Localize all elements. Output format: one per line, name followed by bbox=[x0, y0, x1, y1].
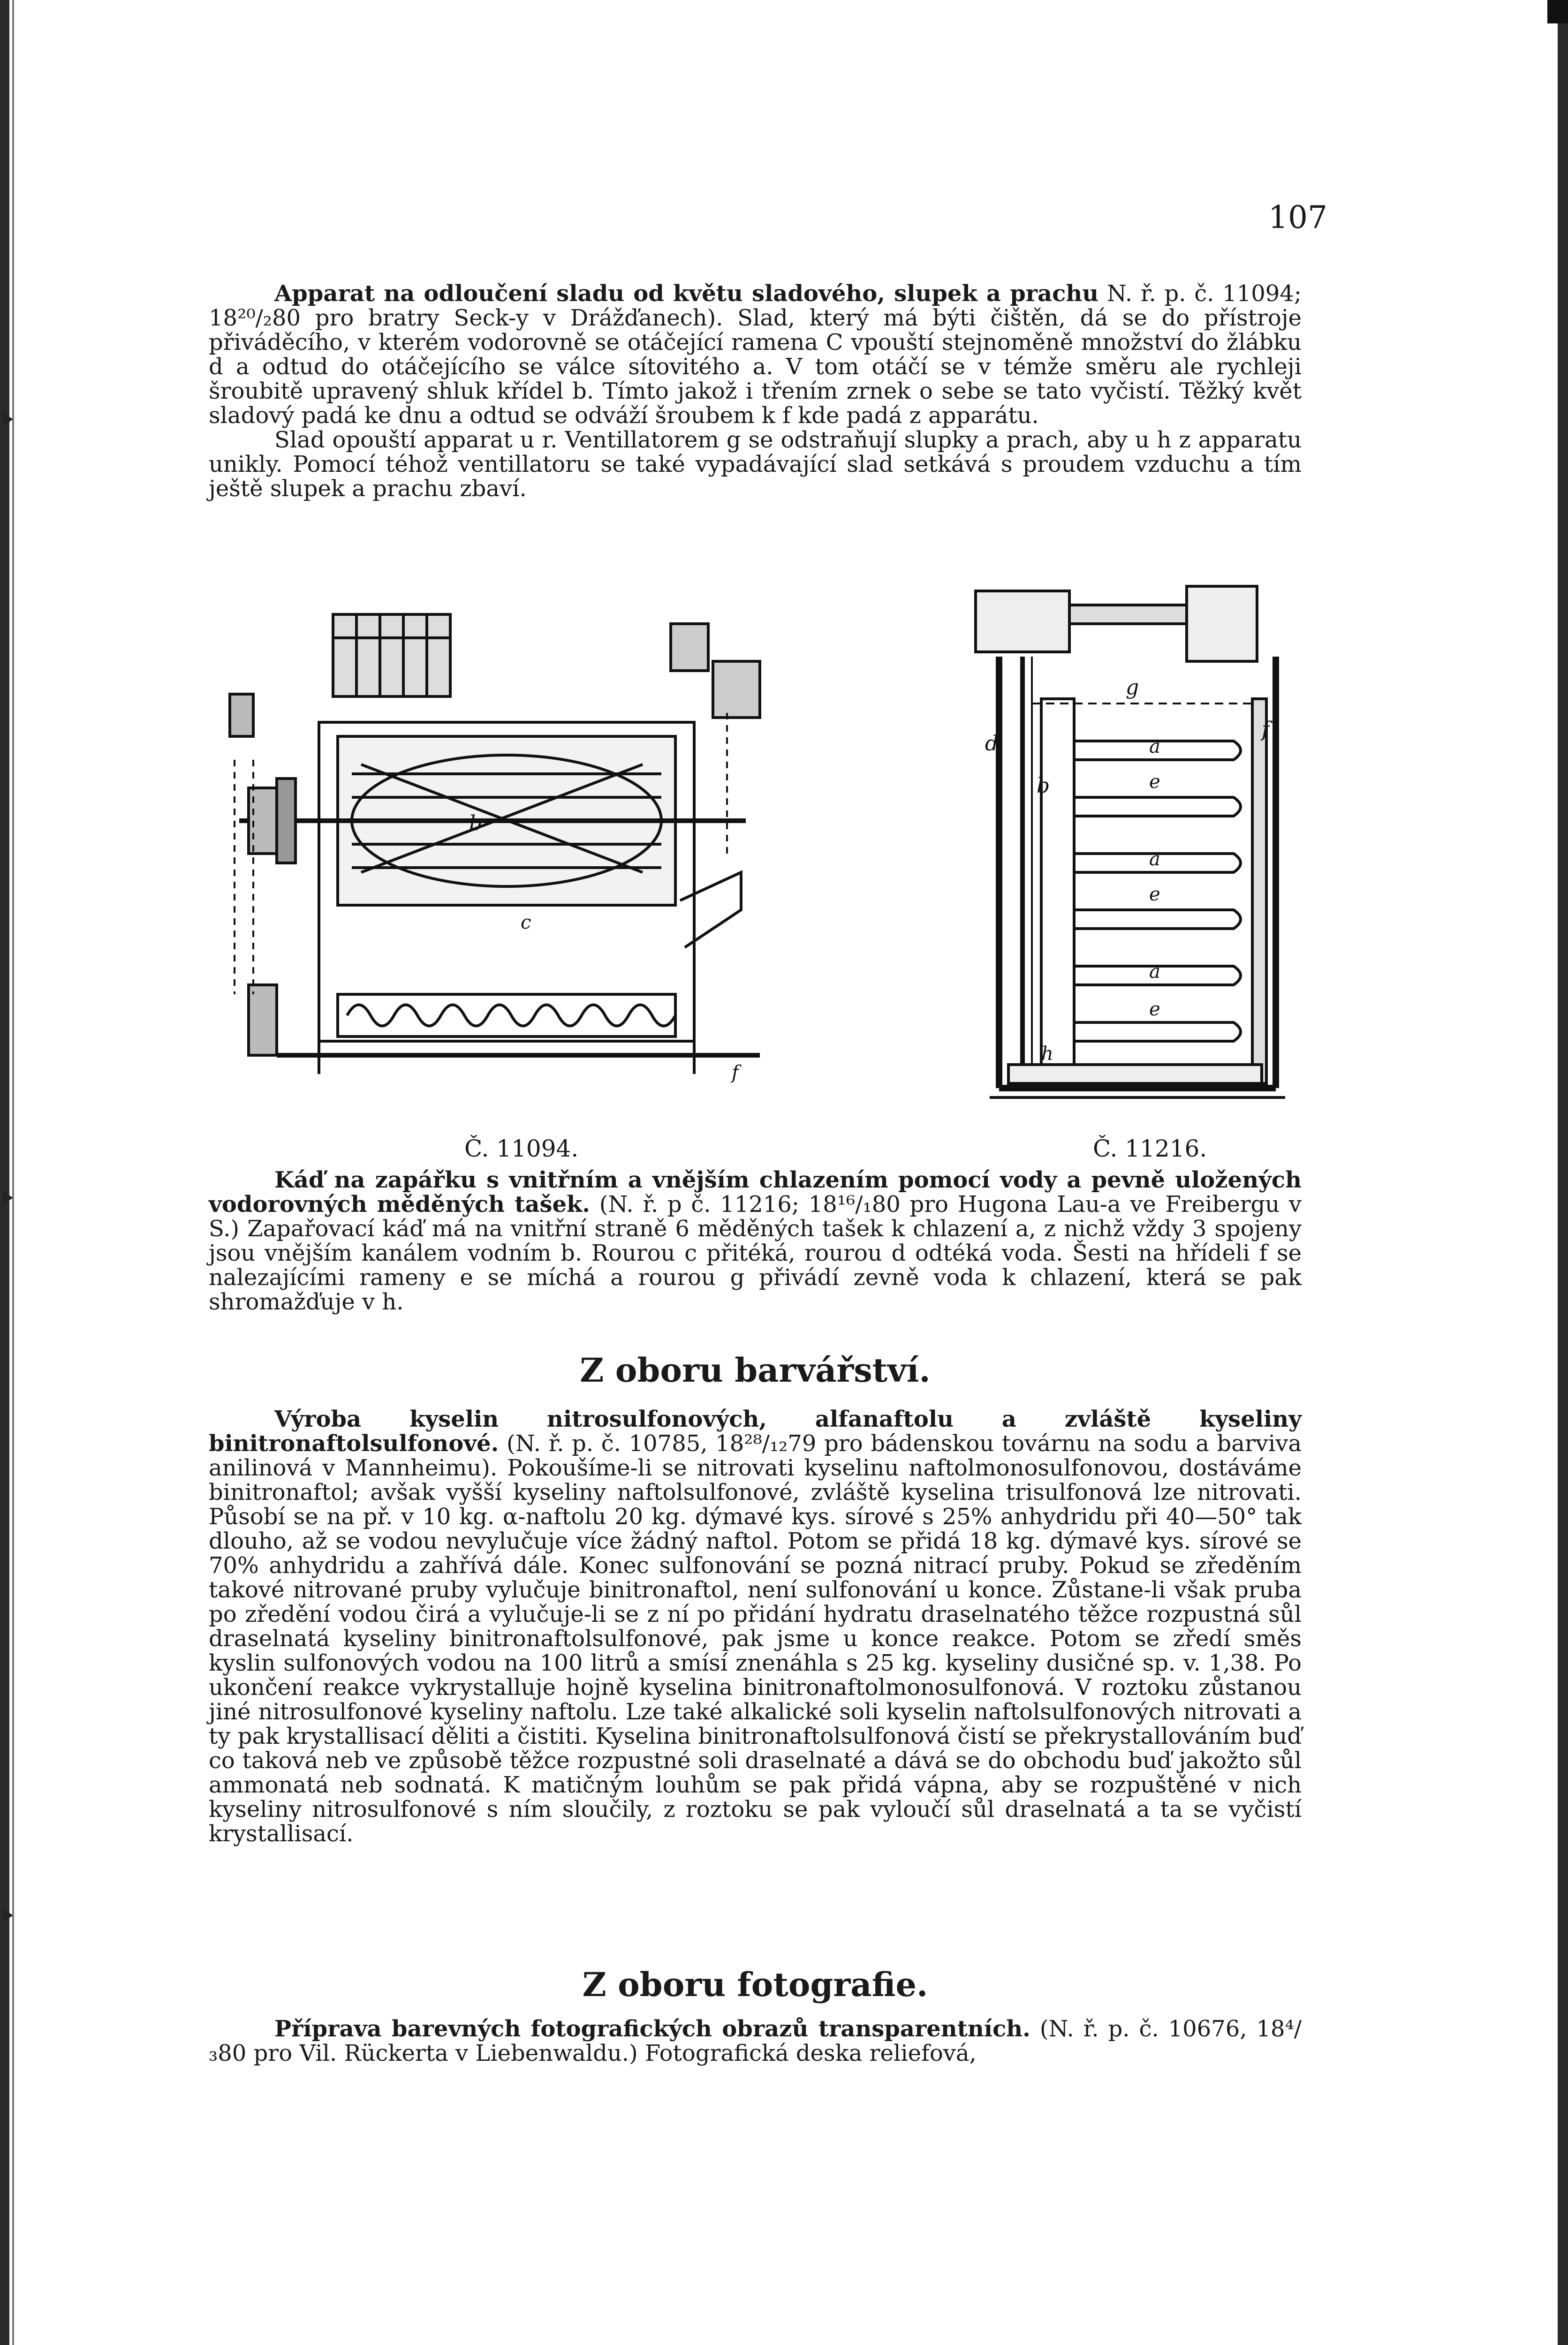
page-number: 107 bbox=[1268, 199, 1327, 235]
figure-mash-tun-drawing bbox=[971, 577, 1295, 1116]
figure-malt-separator bbox=[220, 610, 826, 1083]
figure-1-label-b: b bbox=[469, 811, 483, 835]
article-title: Výroba kyselin nitrosulfonových, alfanaftolu a zvláště kyseliny binitronaftolsulfonové. bbox=[209, 1406, 1302, 1457]
scan-edge-left bbox=[0, 0, 9, 2345]
article-title: Apparat na odloučení sladu od květu sladového, slupek a prachu bbox=[274, 280, 1099, 307]
article-mash-tun bbox=[209, 1168, 1302, 1314]
figure-2-label-g: g bbox=[1126, 675, 1139, 699]
figure-2-label-a-3: a bbox=[1149, 961, 1160, 983]
margin-arrow-3 bbox=[3, 1909, 13, 1922]
figure-2-label-a-2: a bbox=[1149, 848, 1160, 870]
article-nitrosulfonic-acids bbox=[209, 1407, 1302, 1846]
figure-2-label-d: d bbox=[985, 732, 999, 756]
scan-edge-left-line bbox=[12, 0, 14, 2345]
section-heading-photography: Z oboru fotografie. bbox=[582, 1965, 928, 2004]
scan-edge-right bbox=[1558, 0, 1568, 2345]
figure-2-label-f: f bbox=[1262, 718, 1270, 741]
margin-arrow-2 bbox=[3, 1191, 13, 1204]
article-body: (N. ř. p. č. 10676, 18⁴/₃80 pro Vil. Rückerta v Liebenwaldu.) Fotografická deska reliefová, bbox=[209, 2016, 1302, 2066]
figure-2-label-b: b bbox=[1037, 774, 1050, 798]
article-body: N. ř. p. č. 11094; 18²⁰/₂80 pro bratry Seck-y v Drážďanech). Slad, který má býti čištěn, dá se do přístroje přiváděcího, v kterém vodorovně se otáčející ramena C vpouští stejnoměně množství do žlábku d a odtud do otáčejícího se válce sítovitého a. V tom otáčí se v témže směru ale rychleji šroubitě upravený shluk křídel b. Tímto jakož i třením zrnek o sebe se tato vyčistí. Těžký květ sladový padá ke dnu a odtud se odváží šroubem k f kde padá z apparátu. bbox=[209, 280, 1302, 429]
scan-corner-mark bbox=[1547, 0, 1568, 23]
figure-2-label-e-3: e bbox=[1149, 999, 1160, 1020]
figure-1-label-f: f bbox=[732, 1062, 739, 1083]
article-body: (N. ř. p. č. 10785, 18²⁸/₁₂79 pro bádenskou továrnu na sodu a barviva anilinová v Mannheimu). Pokoušíme-li se nitrovati kyselinu naftolmonosulfonovou, dostáváme binitronaftol; avšak vyšší kyseliny naftolsulfonové, zvláště kyselina trisulfonová lze nitrovati. Působí se na př. v 10 kg. α-naftolu 20 kg. dýmavé kys. sírové s 25% anhydridu při 40—50° tak dlouho, až se vodou nevylučuje více žádný naftol. Potom se přidá 18 kg. dýmavé kys. sírové se 70% anhydridu a zahřívá dále. Konec sulfonování se pozná nitrací pruby. Pokud se zředěním takové nitrované pruby vylučuje binitronaftol, není sulfonování u konce. Zůstane-li však pruba po zředění vodou čirá a vylučuje-li se z ní po přidání hydratu draselnatého těžce rozpustná sůl draselnatá kyseliny binitronaftolsulfonové, pak jsme u konce reakce. Potom se zředí směs kyslin sulfonových vodou na 100 litrů a smísí znenáhla s 25 kg. kyseliny dusičné sp. v. 1,38. Po ukončení reakce vykrystalluje hojně kyselina binitronaftolmonosulfonová. V roztoku zůstanou jiné nitrosulfonové kyseliny naftolu. Lze také alkalické soli kyselin naftolsulfonových nitrovati a ty pak krystallisací děliti a čistiti. Kyselina binitronaftolsulfonová čistí se překrystallováním buď co taková neb ve způsobě těžce rozpustné soli draselnaté a dává se do obchodu buď jakožto sůl ammonatá neb sodnatá. K matičným louhům se pak přidá vápna, aby se rozpuštěné v nich kyseliny nitrosulfonové s ním sloučily, z roztoku se pak vyloučí sůl draselnatá a ta se vyčistí krystallisací. bbox=[209, 1430, 1302, 1847]
article-body-2: Slad opouští apparat u r. Ventillatorem g se odstraňují slupky a prach, aby u h z apparatu unikly. Pomocí téhož ventillatoru se také vypadávající slad setkává s proudem vzduchu a tím ještě slupek a prachu zbaví. bbox=[209, 427, 1302, 502]
figure-2-caption: Č. 11216. bbox=[1093, 1135, 1207, 1162]
figure-1-label-c: c bbox=[521, 912, 531, 933]
figure-2-label-h: h bbox=[1041, 1043, 1053, 1065]
figure-2-label-e-1: e bbox=[1149, 771, 1160, 793]
figure-2-label-e-2: e bbox=[1149, 884, 1160, 905]
article-malt-separator bbox=[209, 281, 1302, 501]
article-title: Káď na zapářku s vnitřním a vnějším chlazením pomocí vody a pevně uložených vodorovných měděných tašek. bbox=[209, 1167, 1302, 1218]
margin-arrow-1 bbox=[3, 413, 13, 426]
figure-mash-tun bbox=[971, 577, 1295, 1116]
figure-1-caption: Č. 11094. bbox=[464, 1135, 579, 1162]
figure-2-label-a-1: a bbox=[1149, 736, 1160, 757]
article-title: Příprava barevných fotografických obrazů transparentních. bbox=[274, 2016, 1030, 2042]
section-heading-dyeing: Z oboru barvářství. bbox=[580, 1351, 931, 1390]
article-transparent-photographs bbox=[209, 2017, 1302, 2065]
article-body: (N. ř. p č. 11216; 18¹⁶/₁80 pro Hugona Lau-a ve Freibergu v S.) Zapařovací káď má na vnitřní straně 6 měděných tašek k chlazení a, z nichž vždy 3 spojeny jsou vnějším kanálem vodním b. Rourou c přitéká, rourou d odtéká voda. Šesti na hřídeli f se nalezajícími rameny e se míchá a rourou g přivádí zevně voda k chlazení, která se pak shromažďuje v h. bbox=[209, 1191, 1302, 1315]
figure-malt-separator-drawing bbox=[220, 610, 826, 1083]
